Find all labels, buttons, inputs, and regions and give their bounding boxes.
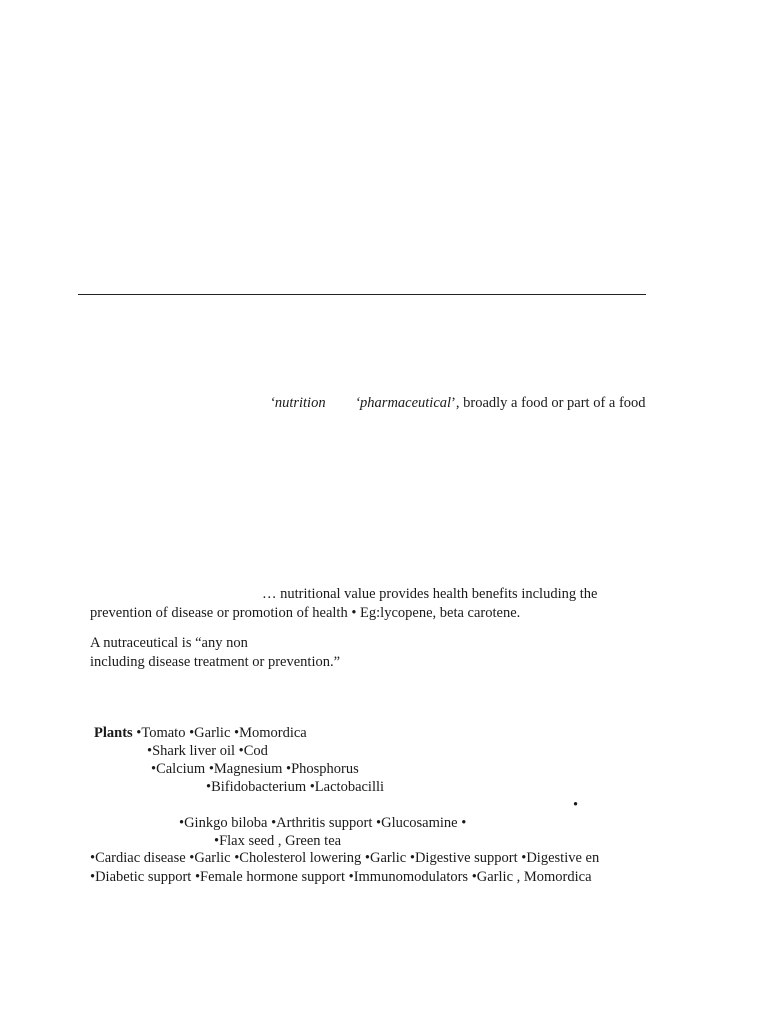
herbal-line: •Ginkgo biloba •Arthritis support •Glucosamine • xyxy=(179,815,467,831)
quote-line-2: including disease treatment or prevention.” xyxy=(90,654,341,670)
quote-line-1: A nutraceutical is “any non xyxy=(90,635,248,651)
stray-bullet: • xyxy=(573,797,579,813)
uses-line-2: •Diabetic support •Female hormone support •Immunomodulators •Garlic , Momordica xyxy=(90,869,592,885)
benefits-line-1: … nutritional value provides health benefits including the xyxy=(262,586,598,602)
plants-line xyxy=(94,724,307,742)
definition-rest: ’, broadly a food or part of a food xyxy=(451,395,646,411)
term-pharmaceutical: ‘pharmaceutical xyxy=(355,395,452,411)
animal-sources-line: •Shark liver oil •Cod xyxy=(147,743,268,759)
term-nutrition: ‘nutrition xyxy=(270,395,326,411)
benefits-line-2: prevention of disease or promotion of health • Eg:lycopene, beta carotene. xyxy=(90,605,521,621)
microbial-line: •Bifidobacterium •Lactobacilli xyxy=(206,779,385,795)
horizontal-divider xyxy=(78,294,646,295)
definition-line xyxy=(270,394,646,412)
seeds-line: •Flax seed , Green tea xyxy=(214,833,342,849)
minerals-line: •Calcium •Magnesium •Phosphorus xyxy=(151,761,359,777)
plants-label: Plants xyxy=(94,725,133,741)
uses-line-1: •Cardiac disease •Garlic •Cholesterol lowering •Garlic •Digestive support •Digestive en xyxy=(90,850,600,866)
plants-items: •Tomato •Garlic •Momordica xyxy=(132,725,307,741)
